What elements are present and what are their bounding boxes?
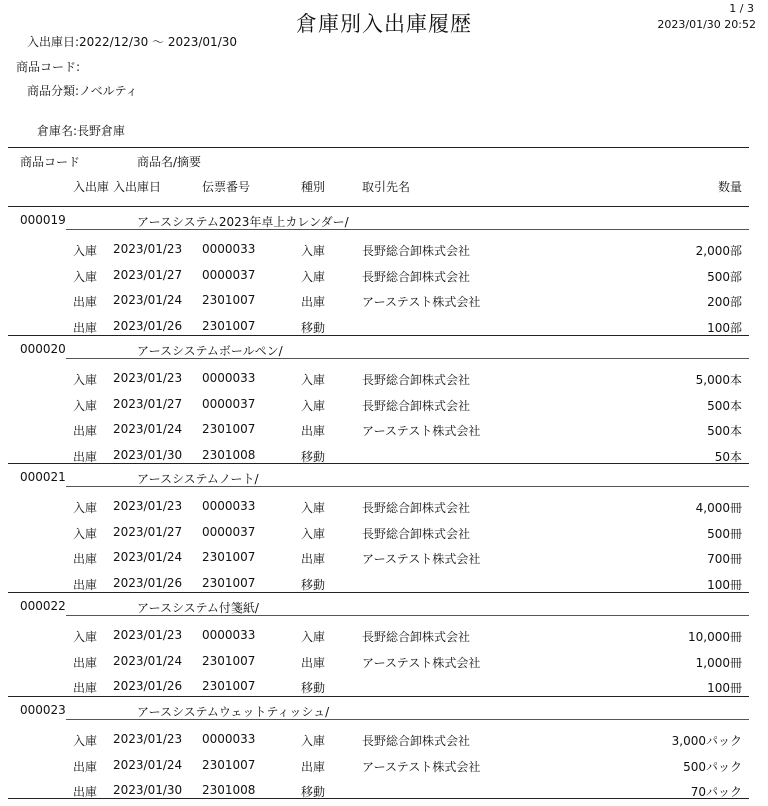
row-type: 出庫 [301, 759, 326, 774]
row-io: 出庫 [73, 759, 98, 774]
row-client: 長野総合卸株式会社 [362, 269, 471, 284]
row-slip-number: 2301007 [202, 679, 256, 693]
row-io: 出庫 [73, 449, 98, 464]
row-date: 2023/01/23 [113, 242, 183, 256]
bottom-rule [8, 798, 749, 799]
header-top-rule [8, 147, 749, 148]
row-io: 出庫 [73, 655, 98, 670]
category-filter: 商品分類:ノベルティ [27, 84, 138, 98]
row-client: アーステスト株式会社 [362, 655, 481, 670]
row-quantity: 700冊 [707, 552, 742, 566]
row-type: 入庫 [301, 398, 326, 413]
product-code: 000022 [20, 599, 66, 613]
column-header-name: 商品名/摘要 [137, 155, 202, 169]
row-client: 長野総合卸株式会社 [362, 244, 471, 258]
row-date: 2023/01/24 [113, 653, 183, 668]
row-quantity: 100部 [707, 320, 742, 335]
column-header-type: 種別 [301, 180, 326, 194]
group-subrule [66, 719, 749, 720]
row-slip-number: 0000037 [202, 524, 256, 539]
row-type: 出庫 [301, 424, 326, 438]
row-type: 出庫 [301, 552, 326, 566]
row-type: 入庫 [301, 269, 326, 284]
printed-timestamp: 2023/01/30 20:52 [657, 18, 756, 31]
product-code: 000020 [20, 342, 66, 356]
row-type: 出庫 [301, 295, 326, 309]
column-header-qty: 数量 [717, 180, 742, 194]
row-slip-number: 2301007 [202, 550, 256, 564]
row-type: 移動 [301, 785, 326, 799]
product-name: アースシステム付箋紙/ [137, 601, 259, 615]
warehouse-name: 倉庫名:長野倉庫 [37, 124, 126, 138]
group-subrule [66, 229, 749, 230]
row-quantity: 5,000本 [695, 373, 742, 387]
row-date: 2023/01/30 [113, 447, 183, 462]
row-quantity: 100冊 [707, 681, 742, 695]
row-client: 長野総合卸株式会社 [362, 501, 471, 515]
product-name: アースシステムウェットティッシュ/ [137, 705, 330, 719]
row-type: 移動 [301, 449, 326, 464]
row-date: 2023/01/26 [113, 318, 183, 333]
row-quantity: 500本 [707, 424, 742, 438]
row-io: 入庫 [73, 501, 98, 515]
column-header-code: 商品コード [20, 155, 81, 169]
row-quantity: 4,000冊 [695, 501, 742, 515]
row-date: 2023/01/23 [113, 371, 183, 385]
row-type: 入庫 [301, 734, 326, 748]
product-code: 000021 [20, 470, 66, 484]
product-code: 000019 [20, 213, 66, 227]
row-type: 出庫 [301, 655, 326, 670]
product-code-filter: 商品コード: [16, 60, 81, 74]
row-io: 入庫 [73, 526, 98, 541]
row-slip-number: 0000033 [202, 628, 256, 642]
row-slip-number: 2301007 [202, 575, 256, 590]
row-client: 長野総合卸株式会社 [362, 630, 471, 644]
row-io: 出庫 [73, 681, 98, 695]
row-date: 2023/01/23 [113, 499, 183, 513]
row-io: 入庫 [73, 244, 98, 258]
column-header-date: 入出庫日 [113, 180, 162, 194]
row-io: 出庫 [73, 295, 98, 309]
product-code: 000023 [20, 703, 66, 717]
date-range-filter: 入出庫日:2022/12/30 ～ 2023/01/30 [27, 35, 238, 49]
column-header-io: 入出庫 [73, 180, 110, 194]
row-io: 出庫 [73, 320, 98, 335]
group-top-rule [8, 696, 749, 697]
row-io: 出庫 [73, 577, 98, 592]
row-date: 2023/01/27 [113, 396, 183, 411]
row-client: アーステスト株式会社 [362, 424, 481, 438]
row-quantity: 2,000部 [695, 244, 742, 258]
row-io: 入庫 [73, 373, 98, 387]
row-quantity: 500冊 [707, 526, 742, 541]
row-date: 2023/01/24 [113, 550, 183, 564]
row-client: アーステスト株式会社 [362, 759, 481, 774]
row-quantity: 200部 [707, 295, 742, 309]
row-slip-number: 2301007 [202, 318, 256, 333]
row-quantity: 1,000冊 [695, 655, 742, 670]
report-title: 倉庫別入出庫履歴 [296, 12, 472, 36]
group-subrule [66, 486, 749, 487]
row-slip-number: 0000033 [202, 371, 256, 385]
row-slip-number: 2301007 [202, 293, 256, 307]
row-slip-number: 0000037 [202, 396, 256, 411]
page-number: 1 / 3 [729, 2, 754, 15]
column-header-client: 取引先名 [362, 180, 411, 194]
row-io: 出庫 [73, 552, 98, 566]
row-quantity: 100冊 [707, 577, 742, 592]
row-client: アーステスト株式会社 [362, 552, 481, 566]
row-type: 移動 [301, 320, 326, 335]
row-date: 2023/01/23 [113, 732, 183, 746]
row-type: 入庫 [301, 526, 326, 541]
row-quantity: 500部 [707, 269, 742, 284]
row-quantity: 500パック [683, 759, 742, 774]
row-type: 移動 [301, 577, 326, 592]
row-date: 2023/01/27 [113, 267, 183, 282]
product-name: アースシステムノート/ [137, 472, 259, 486]
row-slip-number: 2301008 [202, 447, 256, 462]
column-header-slip: 伝票番号 [202, 180, 251, 194]
row-type: 入庫 [301, 501, 326, 515]
row-slip-number: 0000033 [202, 732, 256, 746]
row-type: 入庫 [301, 373, 326, 387]
row-date: 2023/01/24 [113, 293, 183, 307]
row-io: 出庫 [73, 785, 98, 799]
row-date: 2023/01/24 [113, 757, 183, 772]
row-io: 入庫 [73, 269, 98, 284]
group-top-rule [8, 463, 749, 464]
row-quantity: 50本 [714, 449, 742, 464]
row-client: 長野総合卸株式会社 [362, 526, 471, 541]
row-client: 長野総合卸株式会社 [362, 398, 471, 413]
row-type: 入庫 [301, 244, 326, 258]
group-subrule [66, 358, 749, 359]
row-quantity: 70パック [690, 785, 742, 799]
group-top-rule [8, 206, 749, 207]
group-top-rule [8, 592, 749, 593]
row-io: 入庫 [73, 398, 98, 413]
row-date: 2023/01/23 [113, 628, 183, 642]
row-slip-number: 2301007 [202, 653, 256, 668]
group-subrule [66, 615, 749, 616]
row-client: 長野総合卸株式会社 [362, 373, 471, 387]
row-slip-number: 2301007 [202, 757, 256, 772]
row-slip-number: 0000033 [202, 499, 256, 513]
row-io: 出庫 [73, 424, 98, 438]
row-type: 入庫 [301, 630, 326, 644]
product-name: アースシステムボールペン/ [137, 344, 283, 358]
row-type: 移動 [301, 681, 326, 695]
group-top-rule [8, 335, 749, 336]
row-date: 2023/01/30 [113, 783, 183, 797]
row-date: 2023/01/27 [113, 524, 183, 539]
row-date: 2023/01/26 [113, 575, 183, 590]
row-date: 2023/01/24 [113, 422, 183, 436]
row-slip-number: 0000033 [202, 242, 256, 256]
row-quantity: 500本 [707, 398, 742, 413]
row-slip-number: 0000037 [202, 267, 256, 282]
row-client: 長野総合卸株式会社 [362, 734, 471, 748]
row-slip-number: 2301007 [202, 422, 256, 436]
row-slip-number: 2301008 [202, 783, 256, 797]
row-client: アーステスト株式会社 [362, 295, 481, 309]
row-io: 入庫 [73, 630, 98, 644]
row-date: 2023/01/26 [113, 679, 183, 693]
row-quantity: 3,000パック [671, 734, 742, 748]
row-quantity: 10,000冊 [688, 630, 742, 644]
product-name: アースシステム2023年卓上カレンダー/ [137, 215, 349, 229]
row-io: 入庫 [73, 734, 98, 748]
